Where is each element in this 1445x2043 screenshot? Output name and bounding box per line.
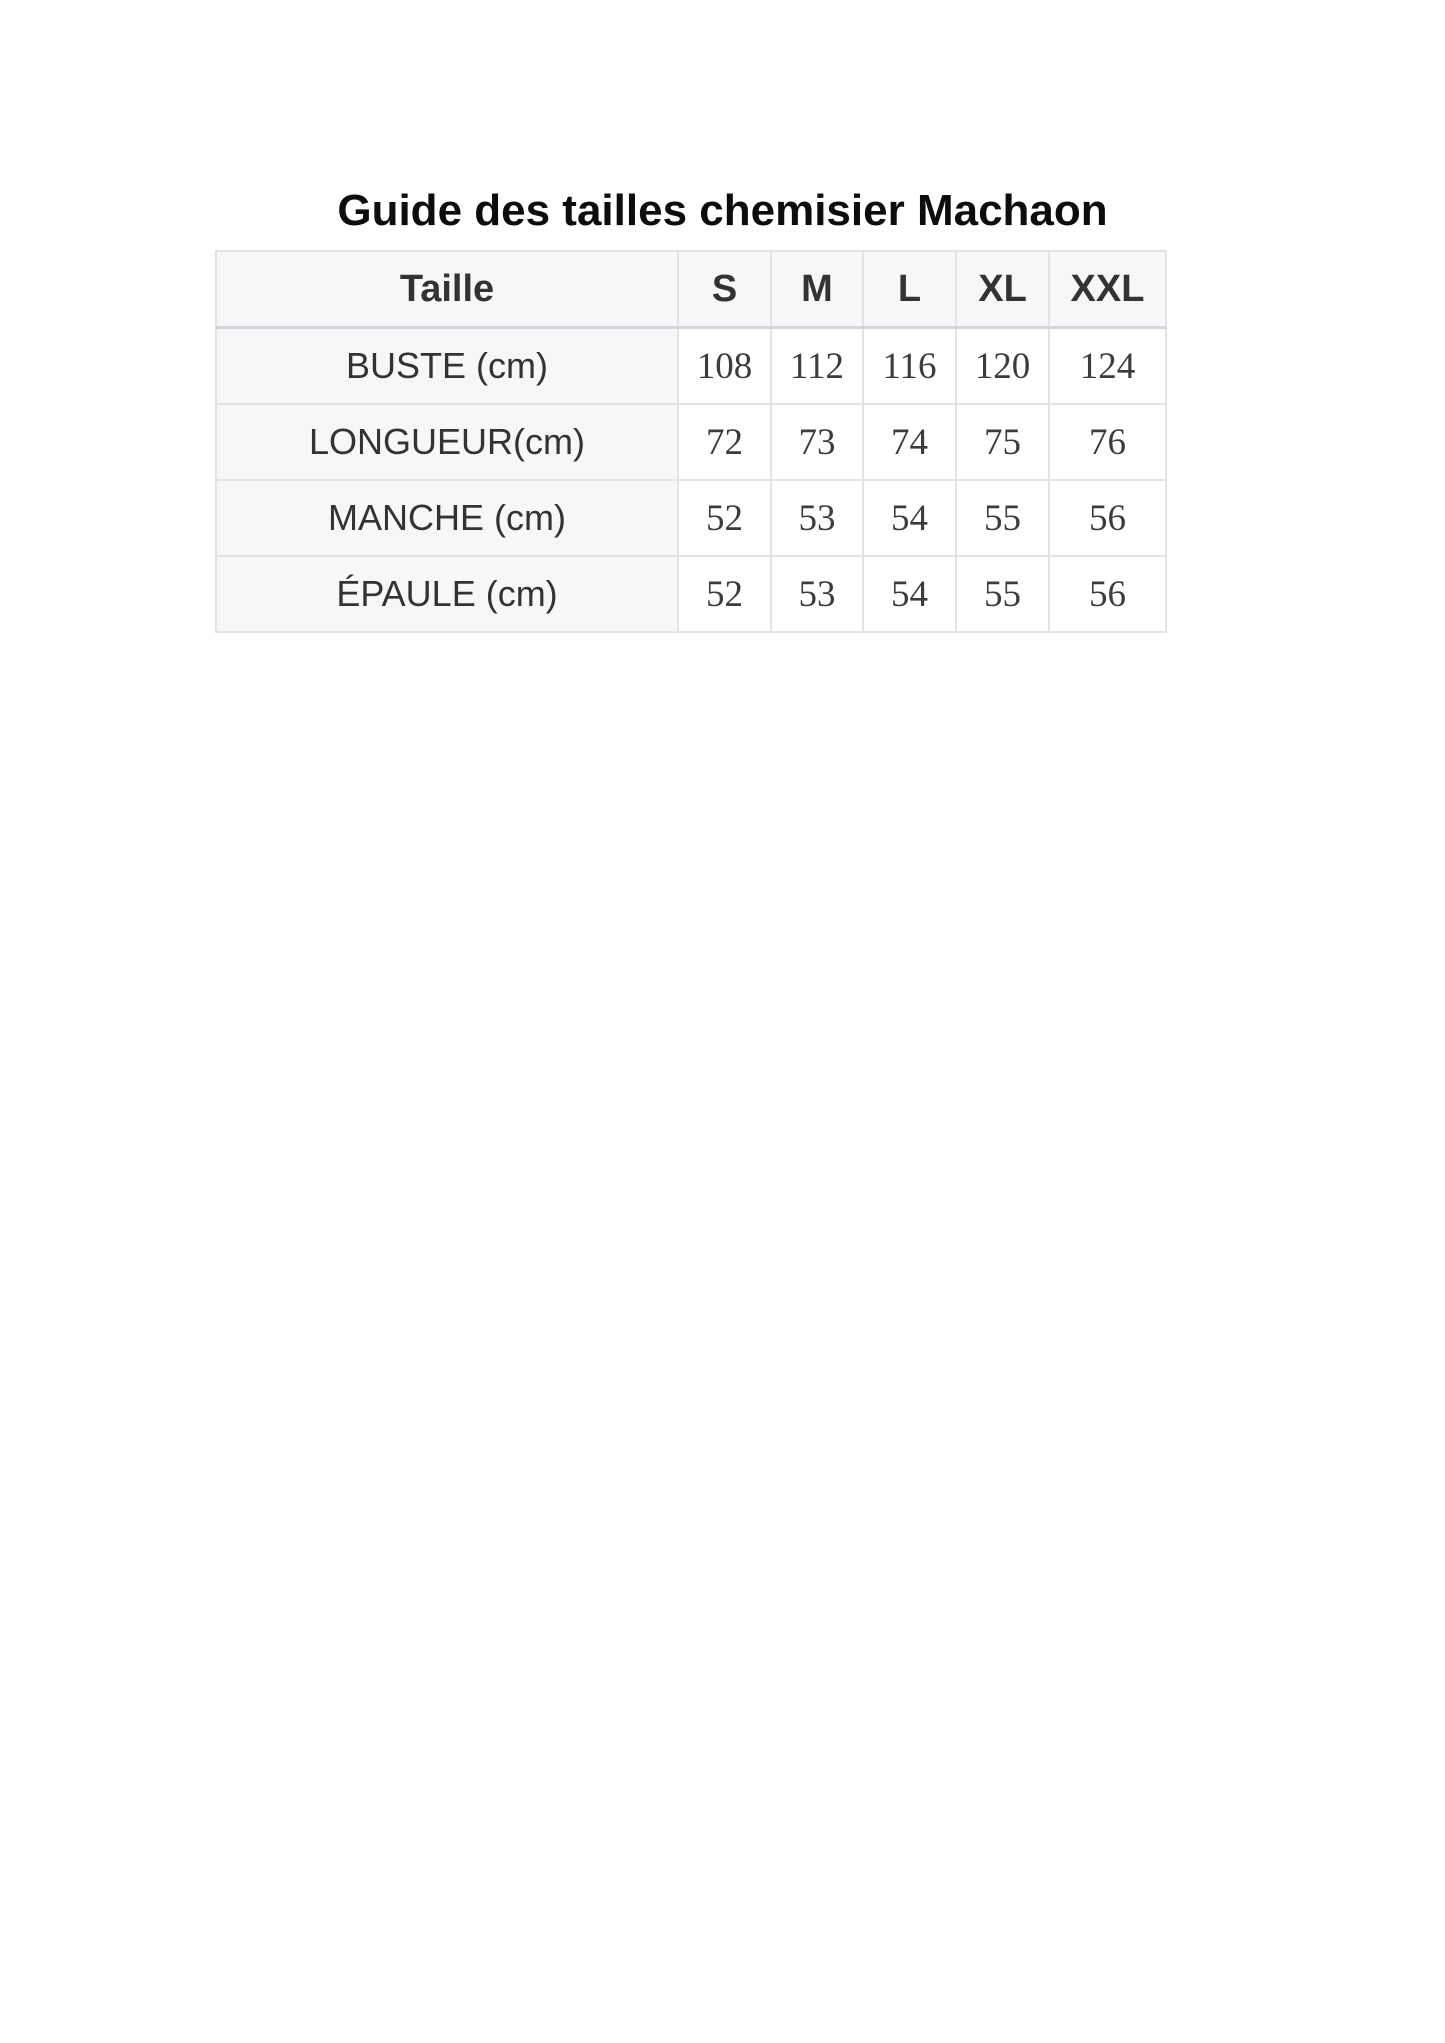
size-table-header — [216, 251, 1166, 328]
value-cell: 56 — [1049, 556, 1166, 632]
header-row — [216, 251, 1166, 328]
value-cell: 72 — [678, 404, 771, 480]
value-cell: 124 — [1049, 328, 1166, 405]
table-row-buste — [216, 328, 1166, 405]
table-row-longueur — [216, 404, 1166, 480]
value-cell: 112 — [771, 328, 863, 405]
value-cell: 74 — [863, 404, 956, 480]
value-cell: 76 — [1049, 404, 1166, 480]
value-cell: 120 — [956, 328, 1049, 405]
header-cell-size-l: L — [863, 251, 956, 328]
header-cell-size-xl: XL — [956, 251, 1049, 328]
table-row-manche — [216, 480, 1166, 556]
header-cell-size-s: S — [678, 251, 771, 328]
value-cell: 53 — [771, 556, 863, 632]
size-guide-table — [215, 250, 1167, 633]
row-label-manche: MANCHE (cm) — [216, 480, 678, 556]
header-cell-size-m: M — [771, 251, 863, 328]
row-label-buste: BUSTE (cm) — [216, 328, 678, 405]
value-cell: 54 — [863, 480, 956, 556]
value-cell: 53 — [771, 480, 863, 556]
value-cell: 75 — [956, 404, 1049, 480]
value-cell: 52 — [678, 480, 771, 556]
row-label-epaule: ÉPAULE (cm) — [216, 556, 678, 632]
header-cell-taille: Taille — [216, 251, 678, 328]
header-cell-size-xxl: XXL — [1049, 251, 1166, 328]
table-row-epaule — [216, 556, 1166, 632]
row-label-longueur: LONGUEUR(cm) — [216, 404, 678, 480]
page-title: Guide des tailles chemisier Machaon — [337, 186, 1108, 235]
size-table-body — [216, 328, 1166, 633]
value-cell: 54 — [863, 556, 956, 632]
value-cell: 55 — [956, 556, 1049, 632]
value-cell: 56 — [1049, 480, 1166, 556]
value-cell: 52 — [678, 556, 771, 632]
value-cell: 55 — [956, 480, 1049, 556]
value-cell: 73 — [771, 404, 863, 480]
value-cell: 108 — [678, 328, 771, 405]
value-cell: 116 — [863, 328, 956, 405]
